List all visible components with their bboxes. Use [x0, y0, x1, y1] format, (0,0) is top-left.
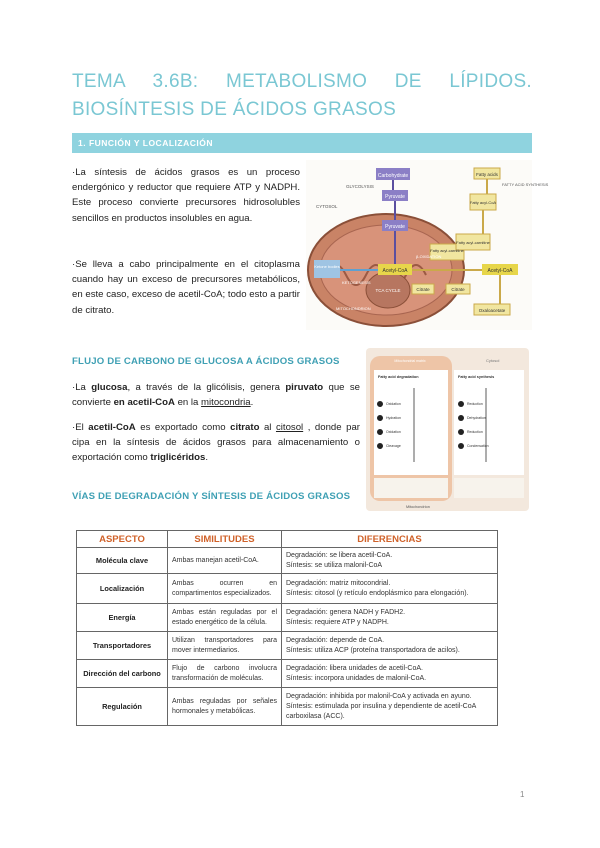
cell-diff: Degradación: genera NADH y FADH2. Síntesis: requiere ATP y NADPH.	[282, 604, 498, 632]
fig2-cytosol: Cytosol	[486, 358, 500, 363]
label-cytosol: CYTOSOL	[316, 204, 338, 209]
fig2-r1: Reduction	[467, 402, 483, 406]
label-acetylcoa: Acetyl-CoA	[382, 268, 408, 274]
cell-sim: Ambas están reguladas por el estado energético de la célula.	[168, 604, 282, 632]
label-oxaloacetate: Oxaloacetate	[478, 308, 506, 313]
label-citrate-1: Citrate	[416, 287, 430, 292]
paragraph-glucosa: ·La glucosa, a través de la glicólisis, genera piruvato que se convierte en acetil-CoA en la mitocondria.	[72, 382, 360, 409]
label-ketogenesis: KETOGENESIS	[342, 280, 371, 285]
label-fatty-acid: Fatty acids	[476, 172, 498, 177]
table-header-row	[77, 531, 498, 548]
fig2-deg: Fatty acid degradation	[378, 375, 419, 379]
label-fatty-acylcoa: Fatty acyl-CoA	[469, 200, 497, 205]
label-fatty-carnitine: Fatty acyl-carnitine	[430, 248, 464, 253]
cell-diff: Degradación: inhibida por malonil-CoA y activada en ayuno. Síntesis: estimulada por insulina y dependiente de acetil-CoA carboxilasa (ACC).	[282, 688, 498, 726]
label-betaox: β-OXIDATION	[416, 254, 442, 259]
table-row	[77, 574, 498, 604]
header-aspecto: ASPECTO	[77, 531, 168, 548]
comparison-table	[76, 530, 498, 726]
mitochondrion-diagram	[306, 160, 549, 330]
paragraph-acetilcoa: ·El acetil-CoA es exportado como citrato al citosol , donde par cipa en la síntesis de ácidos grasos para almacenamiento o exportación como triglicéridos.	[72, 422, 360, 464]
cell-aspect: Energía	[77, 604, 168, 632]
cell-diff: Degradación: libera unidades de acetil-CoA. Síntesis: incorpora unidades de malonil-CoA.	[282, 660, 498, 688]
fig2-mitoc: Mitochondrial matrix	[394, 359, 426, 363]
cell-diff: Degradación: se libera acetil-CoA. Síntesis: se utiliza malonil-CoA	[282, 548, 498, 574]
cell-sim: Ambas ocurren en compartimentos especializados.	[168, 574, 282, 604]
cell-sim: Ambas reguladas por señales hormonales y metabólicas.	[168, 688, 282, 726]
fig2-s3: Oxidation	[386, 430, 401, 434]
label-carbohydrate: Carbohydrate	[377, 173, 409, 179]
page-title: TEMA 3.6B: METABOLISMO DE LÍPIDOS. BIOSÍNTESIS DE ÁCIDOS GRASOS	[72, 71, 532, 120]
label-citrate-2: Citrate	[451, 287, 465, 292]
fig2-r3: Reduction	[467, 430, 483, 434]
cell-aspect: Dirección del carbono	[77, 660, 168, 688]
cell-sim: Utilizan transportadores para mover intermediarios.	[168, 632, 282, 660]
table-row	[77, 660, 498, 688]
section-heading-funcion: 1. FUNCIÓN Y LOCALIZACIÓN	[72, 133, 532, 153]
table-row	[77, 632, 498, 660]
label-tca: TCA CYCLE	[375, 288, 401, 293]
paragraph-citoplasma: ·Se lleva a cabo principalmente en el citoplasma cuando hay un exceso de precursores metabólicos, en este caso, exceso de acetil-CoA; todo esto a partir de citrato.	[72, 259, 300, 316]
fig2-s1: Oxidation	[386, 402, 401, 406]
table-row	[77, 548, 498, 574]
cell-sim: Ambas manejan acetil-CoA.	[168, 548, 282, 574]
label-pyruvate-2: Pyruvate	[385, 224, 405, 230]
cell-aspect: Molécula clave	[77, 548, 168, 574]
cell-aspect: Regulación	[77, 688, 168, 726]
fig2-r2: Dehydration	[467, 416, 486, 420]
cell-sim: Flujo de carbono involucra transformación de moléculas.	[168, 660, 282, 688]
cell-diff: Degradación: matriz mitocondrial. Síntesis: citosol (y retículo endoplásmico para elongación).	[282, 574, 498, 604]
fig2-r4: Condensation	[467, 444, 489, 448]
cell-aspect: Transportadores	[77, 632, 168, 660]
heading-vias: VÍAS DE DEGRADACIÓN Y SÍNTESIS DE ÁCIDOS GRASOS	[72, 491, 351, 502]
header-diferencias: DIFERENCIAS	[282, 531, 498, 548]
pathway-comparison-diagram	[366, 348, 529, 511]
label-ketone: Ketone bodies	[314, 264, 340, 269]
paragraph-sintesis: ·La síntesis de ácidos grasos es un proceso endergónico y reductor que requiere ATP y NADPH. Este proceso convierte precursores hidrosolubles sencillos en productos insolubles en agua.	[72, 167, 300, 224]
label-glycolysis: GLYCOLYSIS	[346, 184, 374, 189]
label-fatty-carnitine-2: Fatty acyl-carnitine	[456, 240, 490, 245]
fig2-s4: Cleavage	[386, 444, 401, 448]
fig2-syn: Fatty acid synthesis	[458, 375, 495, 379]
cell-aspect: Localización	[77, 574, 168, 604]
page-number: 1	[520, 790, 525, 799]
table-row	[77, 604, 498, 632]
label-acetylcoa-2: Acetyl-CoA	[487, 268, 513, 274]
label-fas: FATTY ACID SYNTHESIS	[502, 182, 549, 187]
table-row	[77, 688, 498, 726]
cell-diff: Degradación: depende de CoA. Síntesis: utiliza ACP (proteína transportadora de acilos).	[282, 632, 498, 660]
fig2-mitolabel: Mitochondrion	[406, 505, 430, 509]
heading-flujo-carbono: FLUJO DE CARBONO DE GLUCOSA A ÁCIDOS GRASOS	[72, 356, 340, 367]
label-pyruvate-1: Pyruvate	[385, 194, 405, 200]
header-similitudes: SIMILITUDES	[168, 531, 282, 548]
label-mitochondrion: MITOCHONDRION	[336, 306, 371, 311]
fig2-s2: Hydration	[386, 416, 401, 420]
